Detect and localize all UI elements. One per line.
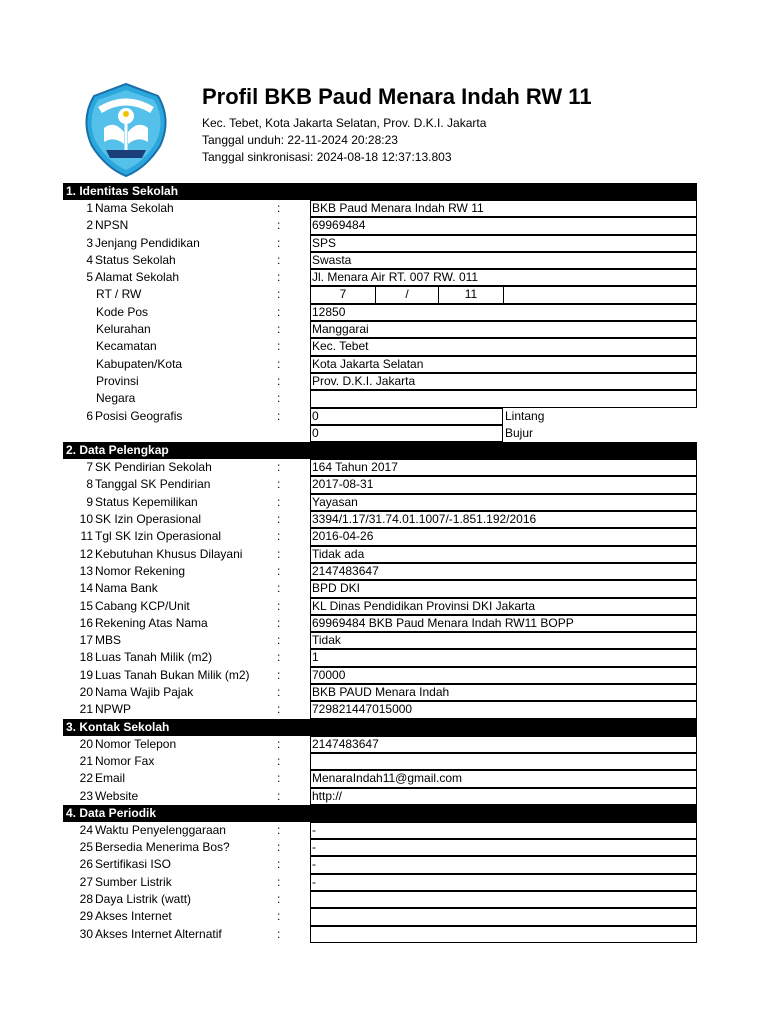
field-row	[63, 528, 697, 545]
sync-date: Tanggal sinkronisasi: 2024-08-18 12:37:13.803	[202, 150, 452, 164]
colon: :	[277, 753, 281, 768]
field-row	[63, 321, 697, 338]
field-number: 14	[79, 581, 93, 596]
field-label: Nomor Fax	[95, 753, 155, 768]
colon: :	[277, 702, 281, 717]
field-value: 70000	[310, 667, 697, 684]
field-label: Rekening Atas Nama	[95, 615, 208, 630]
field-row	[63, 580, 697, 597]
tut-wuri-handayani-logo	[76, 80, 176, 180]
field-label: Sumber Listrik	[95, 874, 172, 889]
field-label: Nomor Telepon	[95, 736, 177, 751]
colon: :	[277, 685, 281, 700]
download-date: Tanggal unduh: 22-11-2024 20:28:23	[202, 133, 398, 147]
section-pelengkap: 2. Data Pelengkap	[63, 442, 697, 459]
field-number: 1	[86, 201, 93, 215]
field-label: Cabang KCP/Unit	[95, 598, 190, 613]
field-label: Sertifikasi ISO	[95, 857, 172, 872]
field-number: 19	[79, 667, 93, 682]
field-row	[63, 269, 697, 286]
rw-value: 11	[439, 287, 504, 302]
colon: :	[277, 339, 281, 354]
field-value: 1	[310, 649, 697, 666]
field-row	[63, 338, 697, 355]
field-value: SPS	[310, 235, 697, 252]
field-number: 23	[79, 788, 93, 803]
field-label: Negara	[96, 391, 136, 406]
colon: :	[277, 650, 281, 665]
field-label: Daya Listrik (watt)	[95, 891, 192, 906]
field-row	[63, 459, 697, 476]
field-value: Kec. Tebet	[310, 338, 697, 355]
field-label: Tanggal SK Pendirian	[95, 477, 211, 492]
field-number: 20	[79, 736, 93, 751]
field-value: Manggarai	[310, 321, 697, 338]
colon: :	[277, 477, 281, 492]
field-row	[63, 511, 697, 528]
geo-row-bujur	[63, 425, 697, 442]
field-row	[63, 874, 697, 891]
field-number: 15	[79, 598, 93, 613]
field-label: Nama Wajib Pajak	[95, 685, 194, 700]
field-number: 30	[79, 926, 93, 941]
field-value: KL Dinas Pendidikan Provinsi DKI Jakarta	[310, 598, 697, 615]
field-value: -	[310, 822, 697, 839]
page-title: Profil BKB Paud Menara Indah RW 11	[202, 84, 592, 109]
field-value: 2147483647	[310, 563, 697, 580]
colon: :	[277, 563, 281, 578]
field-value	[310, 390, 697, 407]
field-row	[63, 839, 697, 856]
colon: :	[277, 891, 281, 906]
field-label: Website	[95, 788, 139, 803]
field-number: 6	[86, 408, 93, 423]
field-row	[63, 891, 697, 908]
field-label: Akses Internet Alternatif	[95, 926, 222, 941]
field-number: 10	[79, 512, 93, 527]
field-value: BKB PAUD Menara Indah	[310, 684, 697, 701]
colon: :	[277, 857, 281, 872]
field-label: SK Izin Operasional	[95, 512, 202, 527]
field-row	[63, 494, 697, 511]
field-value: Yayasan	[310, 494, 697, 511]
colon: :	[277, 546, 281, 561]
field-label: Kecamatan	[96, 339, 157, 354]
geo-row-lintang	[63, 408, 697, 425]
field-label: Jenjang Pendidikan	[95, 235, 200, 250]
field-row	[63, 753, 697, 770]
field-row	[63, 252, 697, 269]
field-number: 16	[79, 615, 93, 630]
field-label: Bersedia Menerima Bos?	[95, 840, 230, 855]
field-row	[63, 476, 697, 493]
field-value: -	[310, 856, 697, 873]
field-label: Nomor Rekening	[95, 563, 186, 578]
field-row	[63, 632, 697, 649]
field-label: Status Kepemilikan	[95, 494, 198, 509]
profile-sheet	[63, 183, 697, 943]
colon: :	[277, 460, 281, 475]
field-label: Email	[95, 771, 126, 786]
field-number: 21	[79, 702, 93, 717]
field-value: 69969484	[310, 217, 697, 234]
field-label: MBS	[95, 633, 122, 648]
field-label: Akses Internet	[95, 909, 172, 924]
field-number: 8	[86, 477, 93, 492]
colon: :	[277, 356, 281, 371]
colon: :	[277, 615, 281, 630]
field-value	[310, 753, 697, 770]
colon: :	[277, 373, 281, 388]
field-value: 3394/1.17/31.74.01.1007/-1.851.192/2016	[310, 511, 697, 528]
colon: :	[277, 512, 281, 527]
field-number: 7	[86, 460, 93, 475]
field-label: Provinsi	[96, 373, 139, 388]
field-row	[63, 908, 697, 925]
field-number: 13	[79, 563, 93, 578]
field-number: 18	[79, 650, 93, 665]
bujur-label: Bujur	[505, 425, 534, 440]
colon: :	[277, 494, 281, 509]
field-row	[63, 684, 697, 701]
field-label: NPWP	[95, 702, 131, 717]
colon: :	[277, 909, 281, 924]
field-number: 3	[86, 235, 93, 250]
rt-rw-row	[63, 286, 697, 303]
field-label: Luas Tanah Bukan Milik (m2)	[95, 667, 250, 682]
field-value: Tidak	[310, 632, 697, 649]
field-number: 20	[79, 685, 93, 700]
field-label: Nama Bank	[95, 581, 158, 596]
field-number: 21	[79, 753, 93, 768]
rt-rw-value	[310, 286, 697, 303]
field-row	[63, 856, 697, 873]
colon: :	[277, 304, 281, 319]
field-label: Nama Sekolah	[95, 201, 174, 215]
field-value: -	[310, 874, 697, 891]
field-number: 26	[79, 857, 93, 872]
colon: :	[277, 218, 281, 233]
colon: :	[277, 926, 281, 941]
colon: :	[277, 252, 281, 267]
field-row	[63, 736, 697, 753]
field-label: Luas Tanah Milik (m2)	[95, 650, 213, 665]
field-row	[63, 926, 697, 943]
field-row	[63, 200, 697, 217]
field-label: Alamat Sekolah	[95, 270, 180, 285]
field-value	[310, 908, 697, 925]
colon: :	[277, 287, 281, 302]
field-value: -	[310, 839, 697, 856]
lintang-value: 0	[310, 408, 503, 425]
field-label: Kebutuhan Khusus Dilayani	[95, 546, 243, 561]
field-value: 69969484 BKB Paud Menara Indah RW11 BOPP	[310, 615, 697, 632]
field-value: 164 Tahun 2017	[310, 459, 697, 476]
address-line: Kec. Tebet, Kota Jakarta Selatan, Prov. D.K.I. Jakarta	[202, 116, 487, 130]
field-value: http://	[310, 788, 697, 805]
rt-rw-empty	[504, 287, 696, 302]
field-number: 29	[79, 909, 93, 924]
field-value	[310, 891, 697, 908]
colon: :	[277, 408, 281, 423]
field-label: Tgl SK Izin Operasional	[95, 529, 222, 544]
field-row	[63, 546, 697, 563]
bujur-value: 0	[310, 425, 503, 442]
field-row	[63, 822, 697, 839]
field-row	[63, 563, 697, 580]
field-number: 12	[79, 546, 93, 561]
field-label: Kabupaten/Kota	[96, 356, 183, 371]
colon: :	[277, 822, 281, 837]
field-row	[63, 235, 697, 252]
field-row	[63, 356, 697, 373]
rt-value: 7	[311, 287, 376, 302]
field-number: 25	[79, 840, 93, 855]
field-value: 12850	[310, 304, 697, 321]
colon: :	[277, 874, 281, 889]
field-value: Jl. Menara Air RT. 007 RW. 011	[310, 269, 697, 286]
field-label: Kelurahan	[96, 322, 151, 337]
section-identitas: 1. Identitas Sekolah	[63, 183, 697, 200]
field-number: 2	[86, 218, 93, 233]
field-number: 5	[86, 270, 93, 285]
section-periodik: 4. Data Periodik	[63, 805, 697, 822]
field-row	[63, 788, 697, 805]
field-value: BPD DKI	[310, 580, 697, 597]
field-value: 729821447015000	[310, 701, 697, 718]
field-label: Kode Pos	[96, 304, 149, 319]
field-number: 24	[79, 822, 93, 837]
field-value: Prov. D.K.I. Jakarta	[310, 373, 697, 390]
field-row	[63, 667, 697, 684]
rt-rw-separator: /	[376, 287, 439, 302]
field-label: NPSN	[95, 218, 129, 233]
field-value: Swasta	[310, 252, 697, 269]
field-label: RT / RW	[96, 287, 142, 302]
colon: :	[277, 322, 281, 337]
field-row	[63, 598, 697, 615]
field-value: BKB Paud Menara Indah RW 11	[310, 200, 697, 217]
colon: :	[277, 840, 281, 855]
field-row	[63, 304, 697, 321]
colon: :	[277, 736, 281, 751]
colon: :	[277, 235, 281, 250]
colon: :	[277, 667, 281, 682]
colon: :	[277, 529, 281, 544]
field-row	[63, 217, 697, 234]
section-kontak: 3. Kontak Sekolah	[63, 719, 697, 736]
colon: :	[277, 598, 281, 613]
field-number: 27	[79, 874, 93, 889]
lintang-label: Lintang	[505, 408, 545, 423]
field-value: 2017-08-31	[310, 476, 697, 493]
field-value: 2147483647	[310, 736, 697, 753]
field-label: Posisi Geografis	[95, 408, 183, 423]
field-label: Waktu Penyelenggaraan	[95, 822, 226, 837]
field-number: 9	[86, 494, 93, 509]
field-row	[63, 701, 697, 718]
field-row	[63, 649, 697, 666]
field-label: Status Sekolah	[95, 252, 176, 267]
field-value: Tidak ada	[310, 546, 697, 563]
colon: :	[277, 581, 281, 596]
field-value	[310, 926, 697, 943]
field-value: Kota Jakarta Selatan	[310, 356, 697, 373]
field-number: 22	[79, 771, 93, 786]
field-row	[63, 615, 697, 632]
field-number: 11	[80, 529, 93, 544]
field-row	[63, 373, 697, 390]
field-number: 4	[86, 252, 93, 267]
field-value: 2016-04-26	[310, 528, 697, 545]
field-label: SK Pendirian Sekolah	[95, 460, 212, 475]
field-row	[63, 390, 697, 407]
colon: :	[277, 788, 281, 803]
colon: :	[277, 270, 281, 285]
colon: :	[277, 633, 281, 648]
colon: :	[277, 391, 281, 406]
colon: :	[277, 771, 281, 786]
field-value: MenaraIndah11@gmail.com	[310, 770, 697, 787]
colon: :	[277, 201, 281, 215]
field-row	[63, 770, 697, 787]
field-number: 28	[79, 891, 93, 906]
field-number: 17	[79, 633, 93, 648]
